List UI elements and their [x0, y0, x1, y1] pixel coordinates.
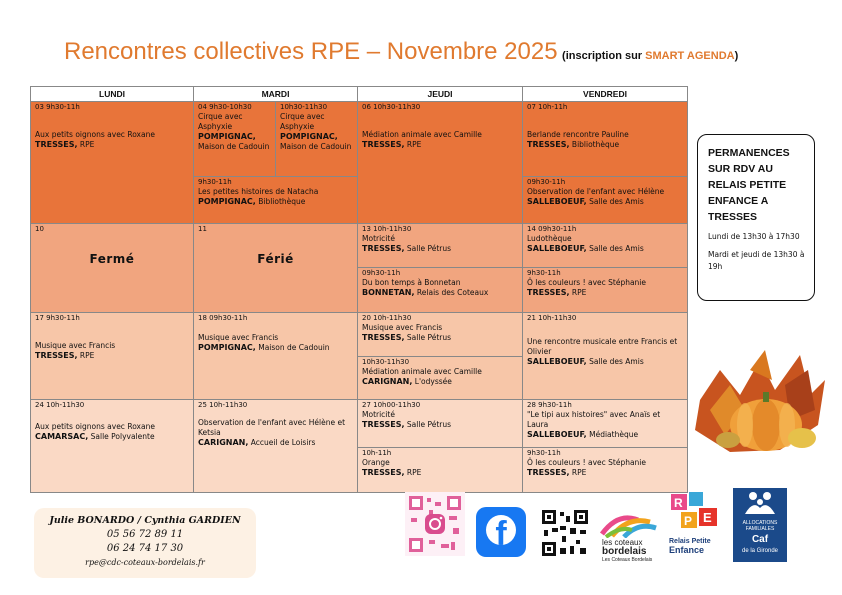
smart-agenda-link[interactable]: SMART AGENDA — [645, 50, 735, 62]
svg-text:E: E — [703, 510, 712, 525]
event-cell: 25 10h-11h30 Observation de l'enfant avec Hélène et Ketsia CARIGNAN, Accueil de Loisirs — [194, 399, 358, 492]
event-cell: 21 10h-11h30 Une rencontre musicale entre Francis et Olivier SALLEBOEUF, Salle des Amis — [523, 312, 688, 399]
coteaux-swoosh-icon — [598, 510, 658, 538]
event-cell: 04 9h30-10h30 Cirque avec Asphyxie POMPIGNAC, Maison de Cadouin — [194, 102, 276, 177]
event-cell: 03 9h30-11h Aux petits oignons avec Roxane TRESSES, RPE — [31, 102, 194, 223]
permanences-tue-thu: Mardi et jeudi de 13h30 à 19h — [708, 250, 805, 271]
event-cell: 18 09h30-11h Musique avec Francis POMPIGNAC, Maison de Cadouin — [194, 312, 358, 399]
caf-family-icon — [733, 488, 787, 518]
permanences-heading: PERMANENCES SUR RDV AU RELAIS PETITE ENFANCE A TRESSES — [708, 147, 790, 223]
facebook-icon[interactable]: f — [476, 507, 526, 557]
event-cell: 10h30-11h30 Cirque avec Asphyxie POMPIGNAC, Maison de Cadouin — [276, 102, 358, 177]
event-cell: 27 10h00-11h30 Motricité TRESSES, Salle Pétrus — [358, 399, 523, 448]
holiday-label: Férié — [257, 251, 294, 266]
event-cell: 06 10h30-11h30 Médiation animale avec Camille TRESSES, RPE — [358, 102, 523, 223]
event-cell: 20 10h-11h30 Musique avec Francis TRESSES, Salle Pétrus — [358, 312, 523, 357]
event-cell: 24 10h-11h30 Aux petits oignons avec Roxane CAMARSAC, Salle Polyvalente — [31, 399, 194, 492]
event-cell: 9h30-11h Ô les couleurs ! avec Stéphanie TRESSES, RPE — [523, 448, 688, 493]
title-note: (inscription sur SMART AGENDA) — [562, 50, 739, 62]
coteaux-bordelais-logo: les coteaux bordelais Les Coteaux Bordelais — [598, 510, 658, 564]
header-vendredi: VENDREDI — [523, 87, 688, 102]
event-cell: 14 09h30-11h Ludothèque SALLEBOEUF, Salle des Amis — [523, 223, 688, 268]
autumn-pumpkin-illustration — [690, 340, 830, 470]
instagram-qr-icon[interactable] — [405, 492, 465, 556]
calendar-table — [30, 86, 688, 493]
event-cell: 10h-11h Orange TRESSES, RPE — [358, 448, 523, 493]
event-cell: 10 Fermé — [31, 223, 194, 312]
caf-gironde-logo: ALLOCATIONS FAMILIALES Caf de la Gironde — [733, 488, 787, 562]
permanences-box — [697, 134, 815, 301]
event-cell: 9h30-11h Ô les couleurs ! avec Stéphanie TRESSES, RPE — [523, 268, 688, 313]
header-jeudi: JEUDI — [358, 87, 523, 102]
page-title — [64, 38, 784, 66]
header-mardi: MARDI — [194, 87, 358, 102]
svg-text:R: R — [674, 496, 683, 510]
event-cell: 09h30-11h Observation de l'enfant avec Hélène SALLEBOEUF, Salle des Amis — [523, 177, 688, 224]
event-cell: 17 9h30-11h Musique avec Francis TRESSES, RPE — [31, 312, 194, 399]
qr-code-icon[interactable] — [540, 508, 590, 558]
event-cell: 10h30-11h30 Médiation animale avec Camille CARIGNAN, L'odyssée — [358, 357, 523, 400]
event-cell: 07 10h-11h Berlande rencontre Pauline TRESSES, Bibliothèque — [523, 102, 688, 177]
calendar-header-row — [31, 87, 688, 102]
contact-phone-1[interactable]: 05 56 72 89 11 — [106, 529, 184, 540]
closed-label: Fermé — [89, 251, 135, 266]
event-cell: 11 Férié — [194, 223, 358, 312]
contact-card — [34, 508, 256, 578]
permanences-monday: Lundi de 13h30 à 17h30 — [708, 232, 800, 241]
header-lundi: LUNDI — [31, 87, 194, 102]
event-cell: 13 10h-11h30 Motricité TRESSES, Salle Pétrus — [358, 223, 523, 268]
event-cell: 9h30-11h Les petites histoires de Natacha POMPIGNAC, Bibliothèque — [194, 177, 358, 224]
relais-petite-enfance-logo: R P E Relais Petite Enfance — [665, 490, 723, 560]
event-cell: 28 9h30-11h "Le tipi aux histoires" avec Anaïs et Laura SALLEBOEUF, Médiathèque — [523, 399, 688, 448]
contact-email[interactable]: rpe@cdc-coteaux-bordelais.fr — [85, 558, 205, 567]
svg-text:P: P — [684, 514, 693, 528]
rpe-blocks-icon — [665, 490, 723, 538]
contact-names: Julie BONARDO / Cynthia GARDIEN — [49, 515, 241, 526]
contact-phone-2[interactable]: 06 24 74 17 30 — [106, 543, 184, 554]
event-cell: 09h30-11h Du bon temps à Bonnetan BONNETAN, Relais des Coteaux — [358, 268, 523, 313]
title-main: Rencontres collectives RPE – Novembre 2025 — [64, 38, 558, 65]
